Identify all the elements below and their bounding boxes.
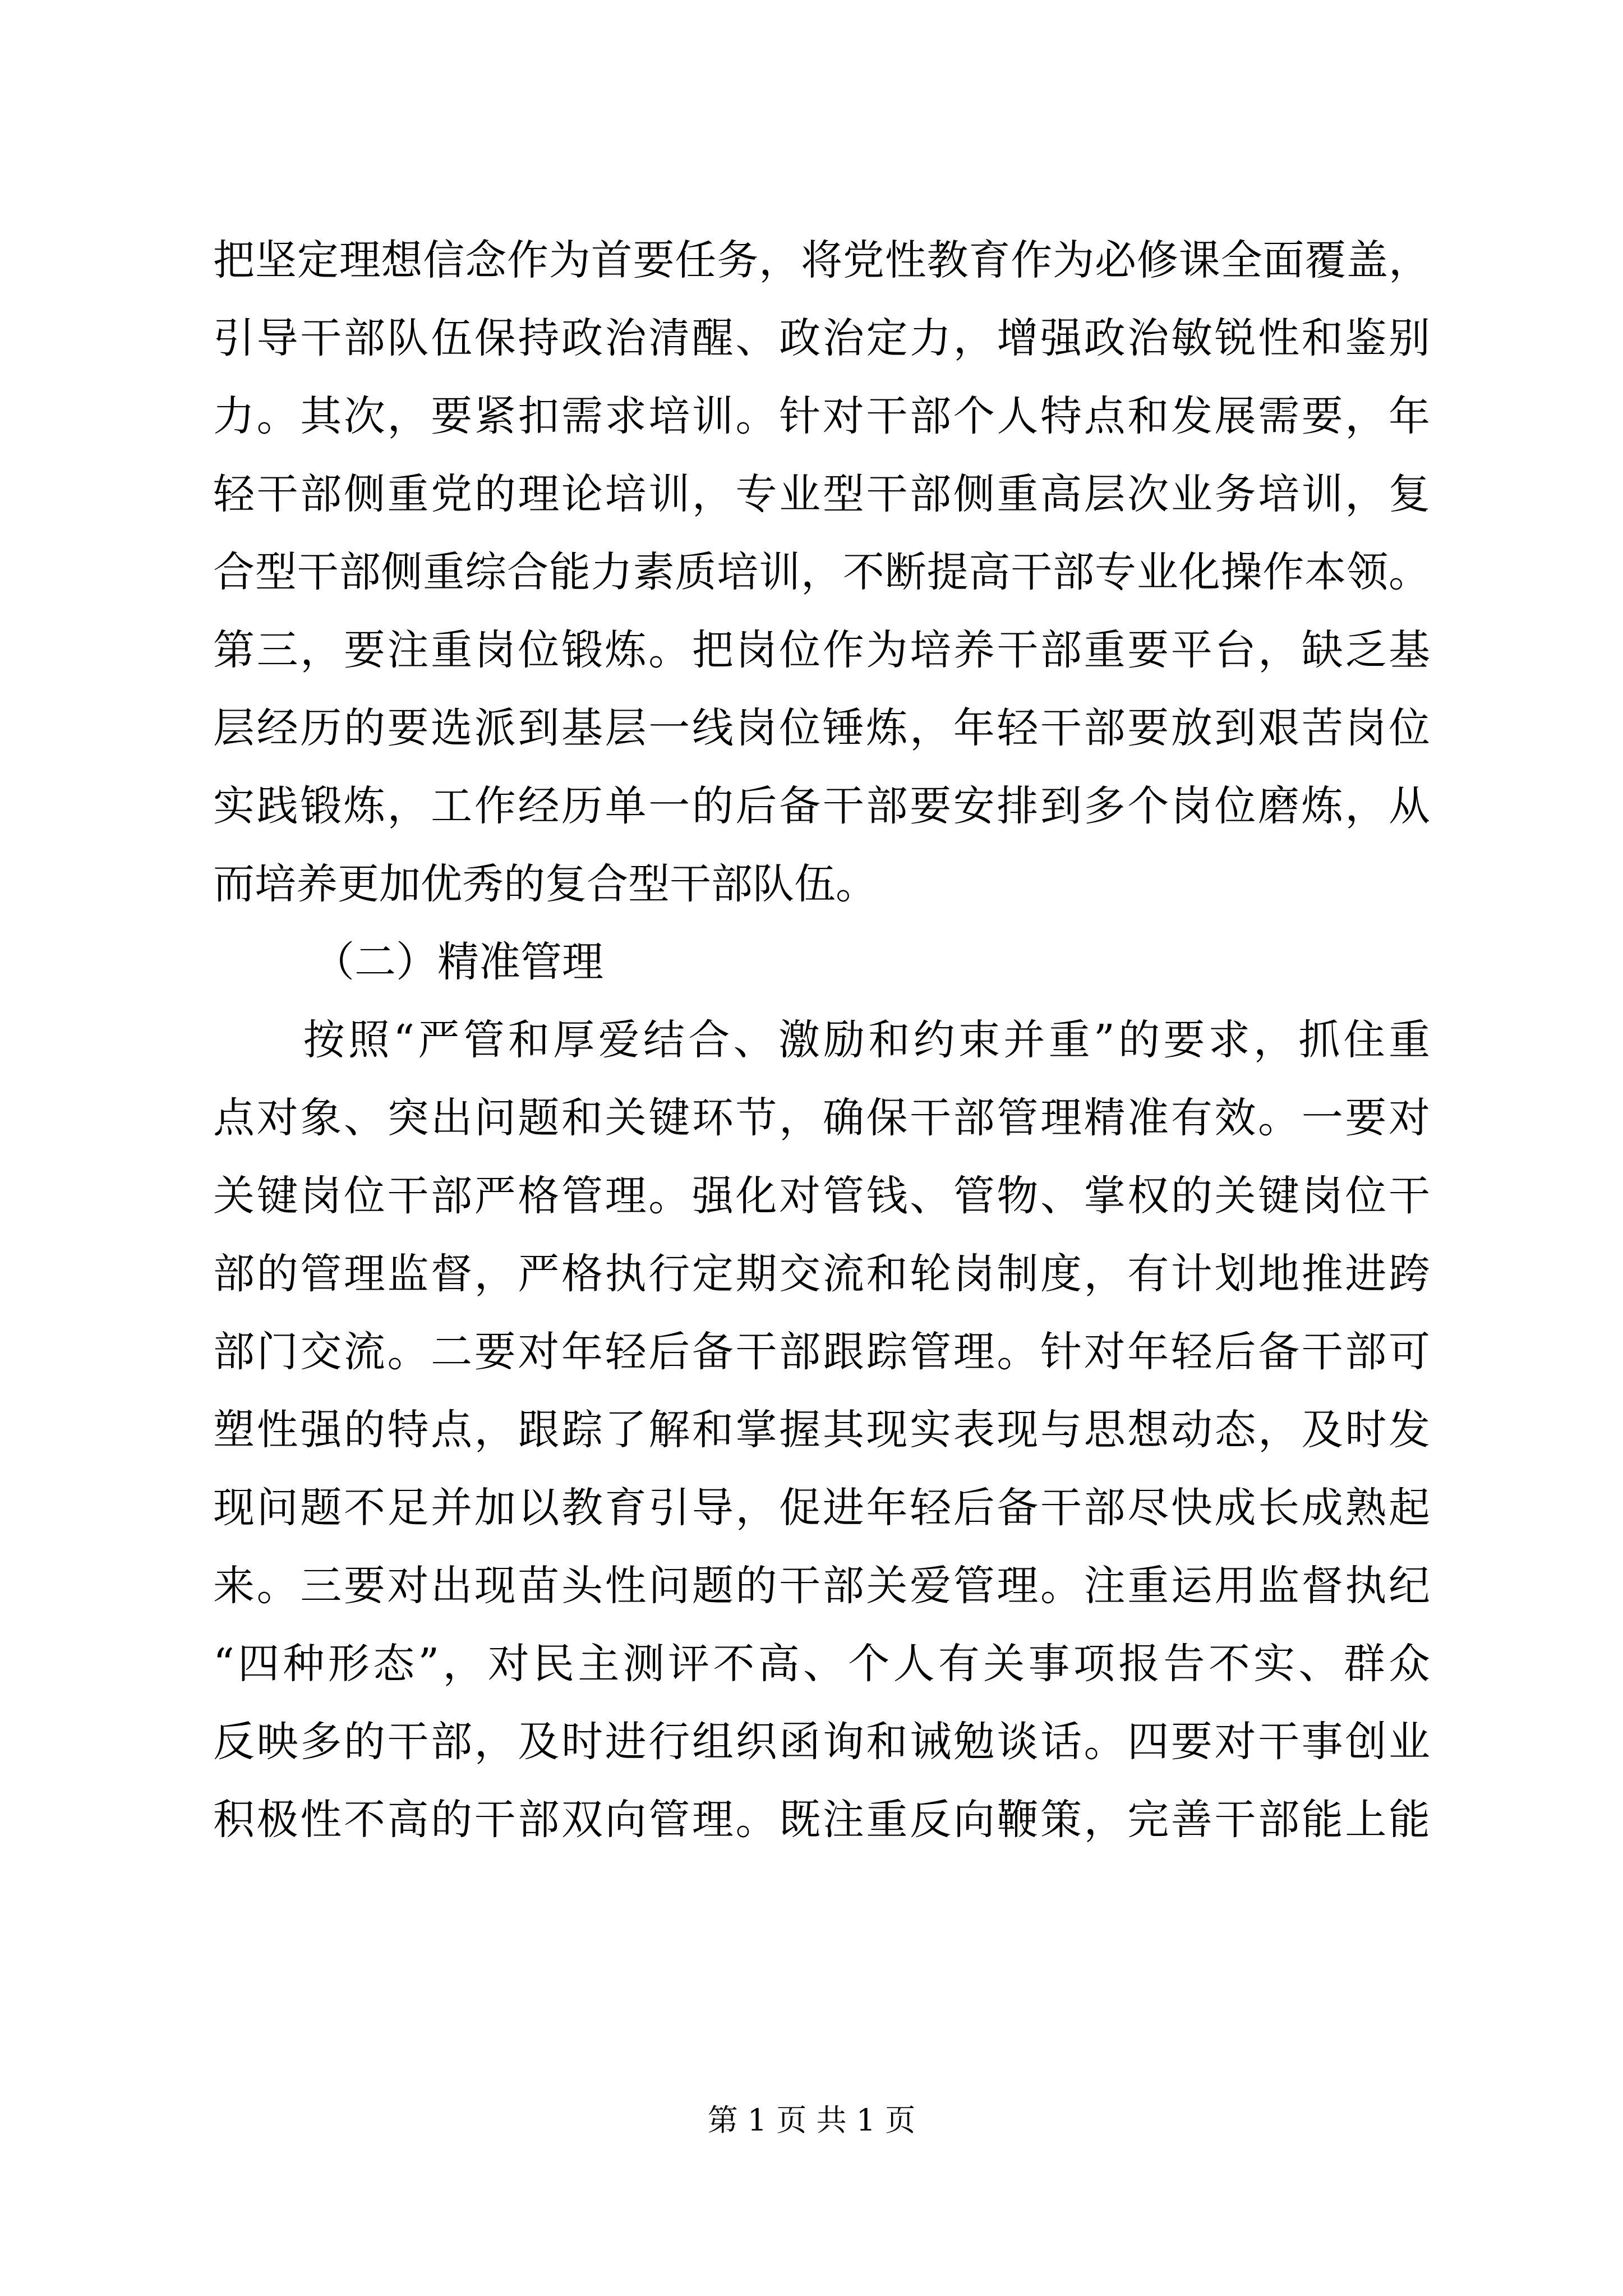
paragraph-line: 实践锻炼，工作经历单一的后备干部要安排到多个岗位磨炼，从 — [213, 782, 1430, 830]
paragraph-line: 合型干部侧重综合能力素质培训，不断提高干部专业化操作本领。 — [213, 548, 1430, 596]
paragraph-line: 反映多的干部，及时进行组织函询和诫勉谈话。四要对干事创业 — [213, 1718, 1430, 1766]
paragraph-line: 关键岗位干部严格管理。强化对管钱、管物、掌权的关键岗位干 — [213, 1172, 1430, 1220]
paragraph-line: 轻干部侧重党的理论培训，专业型干部侧重高层次业务培训，复 — [213, 470, 1430, 518]
paragraph-line: 引导干部队伍保持政治清醒、政治定力，增强政治敏锐性和鉴别 — [213, 314, 1430, 362]
paragraph-line: 部门交流。二要对年轻后备干部跟踪管理。针对年轻后备干部可 — [213, 1328, 1430, 1376]
paragraph-line: 第三，要注重岗位锻炼。把岗位作为培养干部重要平台，缺乏基 — [213, 626, 1430, 674]
paragraph-line: 来。三要对出现苗头性问题的干部关爱管理。注重运用监督执纪 — [213, 1562, 1430, 1610]
paragraph-line: 现问题不足并加以教育引导，促进年轻后备干部尽快成长成熟起 — [213, 1484, 1430, 1532]
paragraph-line: 按照“严管和厚爱结合、激励和约束并重”的要求，抓住重 — [213, 1016, 1430, 1064]
paragraph-line: 把坚定理想信念作为首要任务，将党性教育作为必修课全面覆盖， — [213, 236, 1430, 284]
page-footer: 第 1 页 共 1 页 — [707, 2102, 916, 2138]
paragraph-line: 部的管理监督，严格执行定期交流和轮岗制度，有计划地推进跨 — [213, 1250, 1430, 1298]
section-heading: （二）精准管理 — [313, 938, 603, 986]
paragraph-line: 塑性强的特点，跟踪了解和掌握其现实表现与思想动态，及时发 — [213, 1406, 1430, 1454]
paragraph-line: 力。其次，要紧扣需求培训。针对干部个人特点和发展需要，年 — [213, 392, 1430, 440]
paragraph-line: 积极性不高的干部双向管理。既注重反向鞭策，完善干部能上能 — [213, 1796, 1430, 1844]
document-body — [213, 222, 1430, 1859]
paragraph-line: 层经历的要选派到基层一线岗位锤炼，年轻干部要放到艰苦岗位 — [213, 704, 1430, 752]
paragraph-line: 点对象、突出问题和关键环节，确保干部管理精准有效。一要对 — [213, 1094, 1430, 1142]
paragraph-line: 而培养更加优秀的复合型干部队伍。 — [213, 860, 877, 908]
paragraph-line: “四种形态”，对民主测评不高、个人有关事项报告不实、群众 — [213, 1640, 1430, 1688]
